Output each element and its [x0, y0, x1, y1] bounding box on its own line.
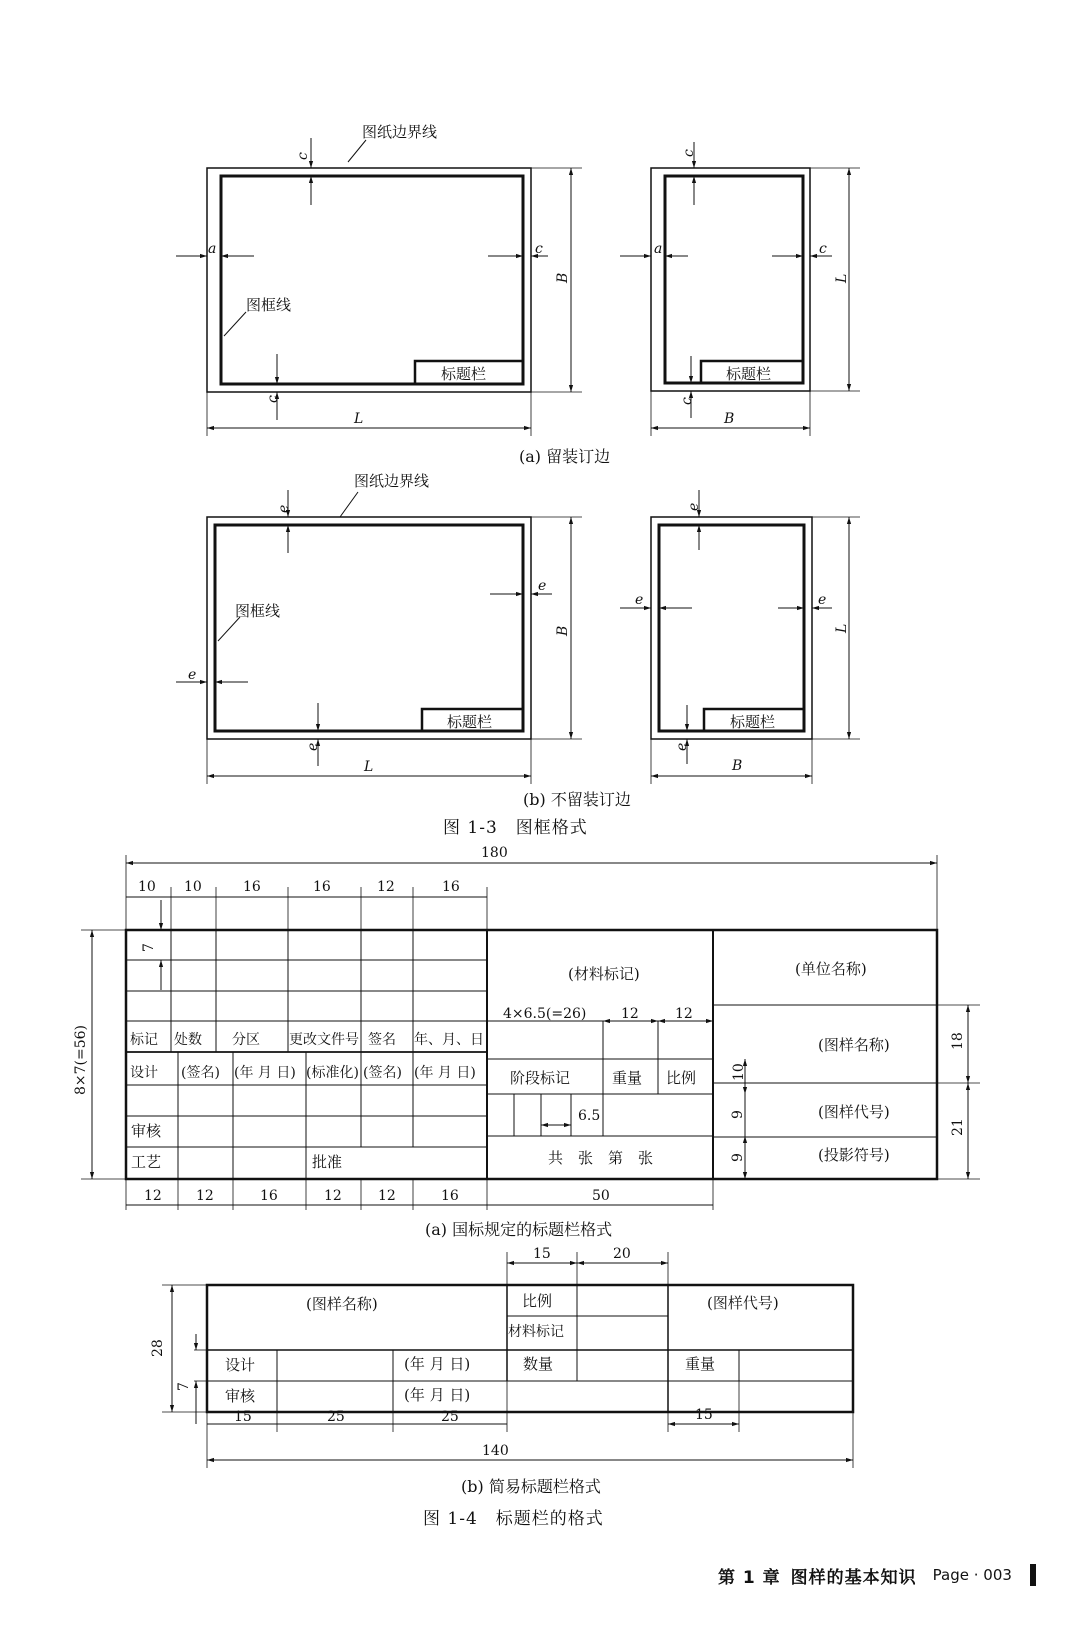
cell-signature: 签名: [368, 1032, 396, 1048]
dim-grid-12b: 12: [675, 1006, 693, 1022]
dim-180: 180: [481, 845, 508, 861]
dim-L-label: L: [354, 411, 364, 427]
dim-B-label: B: [724, 411, 735, 427]
dim-L-label: L: [834, 273, 850, 283]
dim-e-label: e: [276, 504, 292, 513]
chapter-title: 图样的基本知识: [790, 1567, 917, 1588]
frame-line: [215, 525, 523, 731]
drawing-code-label: (图样代号): [818, 1103, 890, 1121]
fig14a-design-row: [130, 1064, 476, 1081]
dim-grid-26: 4×6.5(=26): [503, 1006, 587, 1022]
cell-mark: 标记: [130, 1032, 158, 1048]
dim-e-label: e: [188, 667, 197, 683]
dim-a-label: a: [208, 241, 217, 257]
sheet-border: [651, 168, 810, 391]
dim-c-label: c: [535, 241, 543, 257]
dim-col-6: 16: [442, 879, 460, 895]
cell-zone: 分区: [232, 1032, 260, 1048]
cell-date: 年、月、日: [414, 1032, 484, 1048]
dim-9b: 9: [730, 1153, 746, 1162]
drawing-name-label: (图样名称): [306, 1295, 378, 1313]
dim-9a: 9: [730, 1110, 746, 1119]
stage-mark-label: 阶段标记: [510, 1069, 571, 1087]
dim-bottom-15: 15: [234, 1409, 252, 1425]
fig14a-header-row: [130, 1031, 484, 1048]
dim-10: 10: [731, 1063, 747, 1081]
dim-15: 15: [533, 1246, 551, 1262]
dim-140: 140: [482, 1443, 509, 1459]
frame-line-label: 图框线: [246, 296, 292, 314]
drawing-name-label: (图样名称): [818, 1036, 890, 1054]
dim-bottom-25a: 25: [327, 1409, 345, 1425]
dim-B-label: B: [555, 625, 571, 636]
dim-B-label: B: [732, 758, 743, 774]
dim-e-label: e: [635, 592, 644, 608]
dim-c-label: c: [819, 241, 827, 257]
scale-label: 比例: [522, 1292, 553, 1310]
dim-c-label: c: [681, 149, 697, 157]
dim-e-label: e: [674, 742, 690, 751]
weight-label: 重量: [685, 1355, 716, 1373]
page-number: Page · 003: [932, 1566, 1012, 1584]
frame-line: [665, 176, 803, 383]
dim-e-label: e: [686, 502, 702, 511]
dim-a-label: a: [654, 241, 663, 257]
title-block-label: 标题栏: [730, 713, 776, 731]
dim-e-label: e: [818, 592, 827, 608]
fig14b-caption: (b) 简易标题栏格式: [461, 1477, 601, 1496]
chapter-number: 第 1 章: [718, 1567, 781, 1588]
title-block-label: 标题栏: [441, 365, 487, 383]
cell-sign: (签名): [363, 1065, 402, 1081]
frame-line-label: 图框线: [235, 602, 281, 620]
cell-change-doc: 更改文件号: [289, 1032, 359, 1048]
dim-e-label: e: [305, 742, 321, 751]
dim-col-4: 16: [313, 879, 331, 895]
fig14b-title-block: [162, 1252, 853, 1468]
page-edge-bar: [1030, 1564, 1036, 1586]
cell-design: 设计: [130, 1065, 158, 1081]
dim-bottom-25b: 25: [441, 1409, 459, 1425]
dim-20: 20: [613, 1246, 631, 1262]
dim-total-height: 8×7(=56): [73, 1024, 89, 1095]
cell-count: 处数: [174, 1032, 202, 1048]
approve-label: 批准: [312, 1153, 343, 1171]
material-mark-label: 材料标记: [508, 1324, 564, 1340]
dim-21: 21: [950, 1118, 966, 1136]
material-mark-label: (材料标记): [568, 965, 640, 983]
fig13-caption: 图 1-3 图框格式: [443, 818, 588, 838]
dim-18: 18: [950, 1032, 966, 1050]
dim-bottom-3: 16: [260, 1188, 278, 1204]
fig14-caption: 图 1-4 标题栏的格式: [423, 1509, 604, 1529]
unit-name-label: (单位名称): [795, 960, 867, 978]
page-footer: [718, 1560, 1048, 1590]
cell-standardization: (标准化): [306, 1065, 359, 1081]
dim-grid-12a: 12: [621, 1006, 639, 1022]
process-label: 工艺: [131, 1153, 162, 1171]
review-label: 审核: [131, 1122, 162, 1140]
fig13a-caption: (a) 留装订边: [519, 447, 611, 466]
sheet-border: [207, 517, 531, 739]
dim-bottom-1: 12: [144, 1188, 162, 1204]
dim-c-label: c: [295, 152, 311, 160]
dim-e-label: e: [538, 578, 547, 594]
fig14a-bottom-dims: [144, 1188, 610, 1204]
fig13b-portrait: [620, 490, 860, 784]
frame-line: [221, 176, 523, 384]
fig13a-portrait: [620, 142, 860, 436]
drawing-code-label: (图样代号): [707, 1294, 779, 1312]
scale-label: 比例: [666, 1069, 697, 1087]
fig14a-top-dims: [138, 879, 460, 895]
fig13a-landscape: [176, 138, 582, 436]
sheets-label: 共 张 第 张: [548, 1149, 654, 1167]
dim-L-label: L: [834, 623, 850, 633]
dim-bottom-2: 12: [196, 1188, 214, 1204]
dim-bottom-15r: 15: [695, 1407, 713, 1423]
frame-line: [659, 525, 804, 731]
dim-c-label: c: [679, 397, 695, 405]
quantity-label: 数量: [523, 1355, 554, 1373]
design-label: 设计: [225, 1356, 256, 1374]
border-line-label: 图纸边界线: [354, 472, 430, 490]
sheet-border: [651, 517, 812, 739]
dim-col-3: 16: [243, 879, 261, 895]
fig13b-landscape: [176, 490, 582, 784]
dim-bottom-5: 12: [378, 1188, 396, 1204]
title-block-label: 标题栏: [726, 365, 772, 383]
fig14a-caption: (a) 国标规定的标题栏格式: [425, 1220, 613, 1239]
dim-bottom-6: 16: [441, 1188, 459, 1204]
cell-sign: (签名): [181, 1065, 220, 1081]
dim-28: 28: [150, 1339, 166, 1357]
dim-col-1: 10: [138, 879, 156, 895]
dim-bottom-4: 12: [324, 1188, 342, 1204]
dim-7: 7: [176, 1382, 192, 1391]
sheet-border: [207, 168, 531, 392]
weight-label: 重量: [612, 1069, 643, 1087]
dim-L-label: L: [364, 759, 374, 775]
cell-date: (年 月 日): [414, 1065, 476, 1081]
cell-date: (年 月 日): [234, 1065, 296, 1081]
dim-bottom-50: 50: [592, 1188, 610, 1204]
review-label: 审核: [225, 1387, 256, 1405]
dim-col-5: 12: [377, 879, 395, 895]
dim-B-label: B: [555, 272, 571, 283]
date-label: (年 月 日): [404, 1355, 471, 1373]
dim-c-label: c: [265, 395, 281, 403]
dim-col-2: 10: [184, 879, 202, 895]
projection-label: (投影符号): [818, 1146, 890, 1164]
dim-6-5: 6.5: [578, 1108, 601, 1124]
title-block-label: 标题栏: [447, 713, 493, 731]
dim-row-7: 7: [141, 943, 157, 952]
fig13b-caption: (b) 不留装订边: [523, 790, 631, 809]
date-label: (年 月 日): [404, 1386, 471, 1404]
border-line-label: 图纸边界线: [362, 123, 438, 141]
